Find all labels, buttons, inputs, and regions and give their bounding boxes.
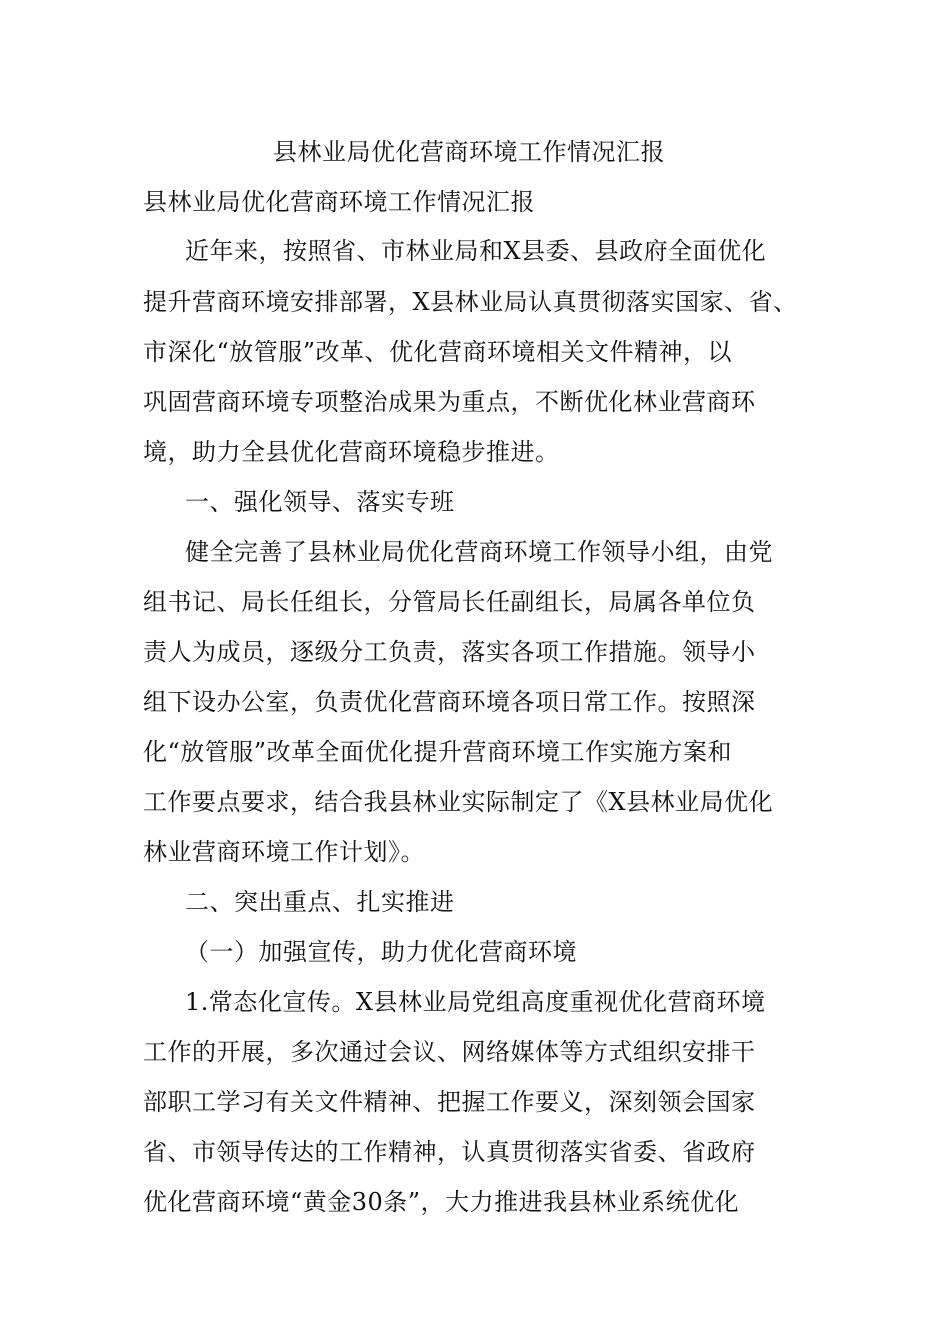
paragraph-line: 提升营商环境安排部署，X县林业局认真贯彻落实国家、省、: [143, 288, 798, 316]
paragraph-line: 责人为成员，逐级分工负责，落实各项工作措施。领导小: [143, 638, 756, 666]
paragraph-line: 组书记、局长任组长，分管局长任副组长，局属各单位负: [143, 588, 756, 616]
paragraph-line: 省、市领导传达的工作精神，认真贯彻落实省委、省政府: [143, 1138, 756, 1166]
paragraph-line: 近年来，按照省、市林业局和X县委、县政府全面优化: [185, 237, 767, 265]
paragraph-line: 巩固营商环境专项整治成果为重点，不断优化林业营商环: [143, 388, 756, 416]
paragraph-line: 优化营商环境“黄金30条”，大力推进我县林业系统优化: [143, 1188, 740, 1216]
paragraph-line: 1.常态化宣传。X县林业局党组高度重视优化营商环境: [185, 988, 766, 1016]
paragraph-line: 工作要点要求，结合我县林业实际制定了《X县林业局优化: [143, 788, 774, 816]
paragraph-line: 健全完善了县林业局优化营商环境工作领导小组，由党: [185, 538, 773, 566]
section-heading-2: 二、突出重点、扎实推进: [185, 888, 455, 916]
paragraph-line: 林业营商环境工作计划》。: [143, 838, 425, 866]
paragraph-line: 部职工学习有关文件精神、把握工作要义，深刻领会国家: [143, 1088, 756, 1116]
paragraph-line: 组下设办公室，负责优化营商环境各项日常工作。按照深: [143, 688, 756, 716]
paragraph-line: 市深化“放管服”改革、优化营商环境相关文件精神，以: [143, 338, 733, 366]
paragraph-line: 工作的开展，多次通过会议、网络媒体等方式组织安排干: [143, 1038, 756, 1066]
document-subtitle: 县林业局优化营商环境工作情况汇报: [143, 188, 535, 216]
subsection-heading-1: （一）加强宣传，助力优化营商环境: [185, 938, 577, 966]
paragraph-line: 境，助力全县优化营商环境稳步推进。: [143, 438, 560, 466]
section-heading-1: 一、强化领导、落实专班: [185, 488, 455, 516]
paragraph-line: 化“放管服”改革全面优化提升营商环境工作实施方案和: [143, 738, 733, 766]
document-title: 县林业局优化营商环境工作情况汇报: [273, 138, 665, 166]
